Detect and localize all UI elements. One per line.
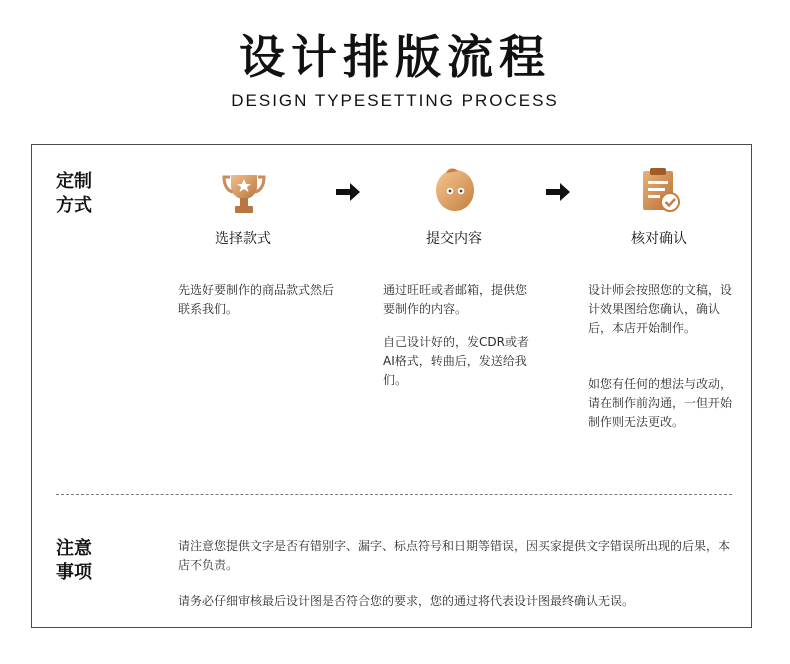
step-description: 先选好要制作的商品款式然后联系我们。 [178, 283, 335, 316]
step-title-confirm: 核对确认 [631, 231, 687, 247]
side-label-customize: 定制方式 [56, 171, 92, 216]
dashed-divider [56, 494, 732, 495]
page-subtitle: DESIGN TYPESETTING PROCESS [231, 91, 559, 110]
step-title-select-style: 选择款式 [215, 231, 271, 247]
side-label-notes: 注意事项 [56, 538, 92, 583]
arrow-right-icon [546, 183, 570, 201]
trophy-icon [219, 167, 269, 217]
note-text: 请注意您提供文字是否有错别字、漏字、标点符号和日期等错误，因买家提供文字错误所出现的后果，本店不负责。 [178, 539, 731, 572]
page-title: 设计排版流程 [239, 30, 551, 84]
step-title-submit-content: 提交内容 [426, 231, 482, 247]
chat-face-icon [430, 166, 480, 216]
note-text: 请务必仔细审核最后设计图是否符合您的要求，您的通过将代表设计图最终确认无误。 [178, 594, 635, 608]
step-description: 自己设计好的，发CDR或者AI格式，转曲后，发送给我们。 [383, 335, 529, 387]
step-description: 设计师会按照您的文稿，设计效果图给您确认，确认后，本店开始制作。 [588, 283, 733, 335]
arrow-right-icon [336, 183, 360, 201]
step-description: 如您有任何的想法与改动，请在制作前沟通，一但开始制作则无法更改。 [588, 377, 733, 429]
step-description: 通过旺旺或者邮箱，提供您要制作的内容。 [383, 283, 528, 316]
clipboard-check-icon [635, 166, 685, 216]
